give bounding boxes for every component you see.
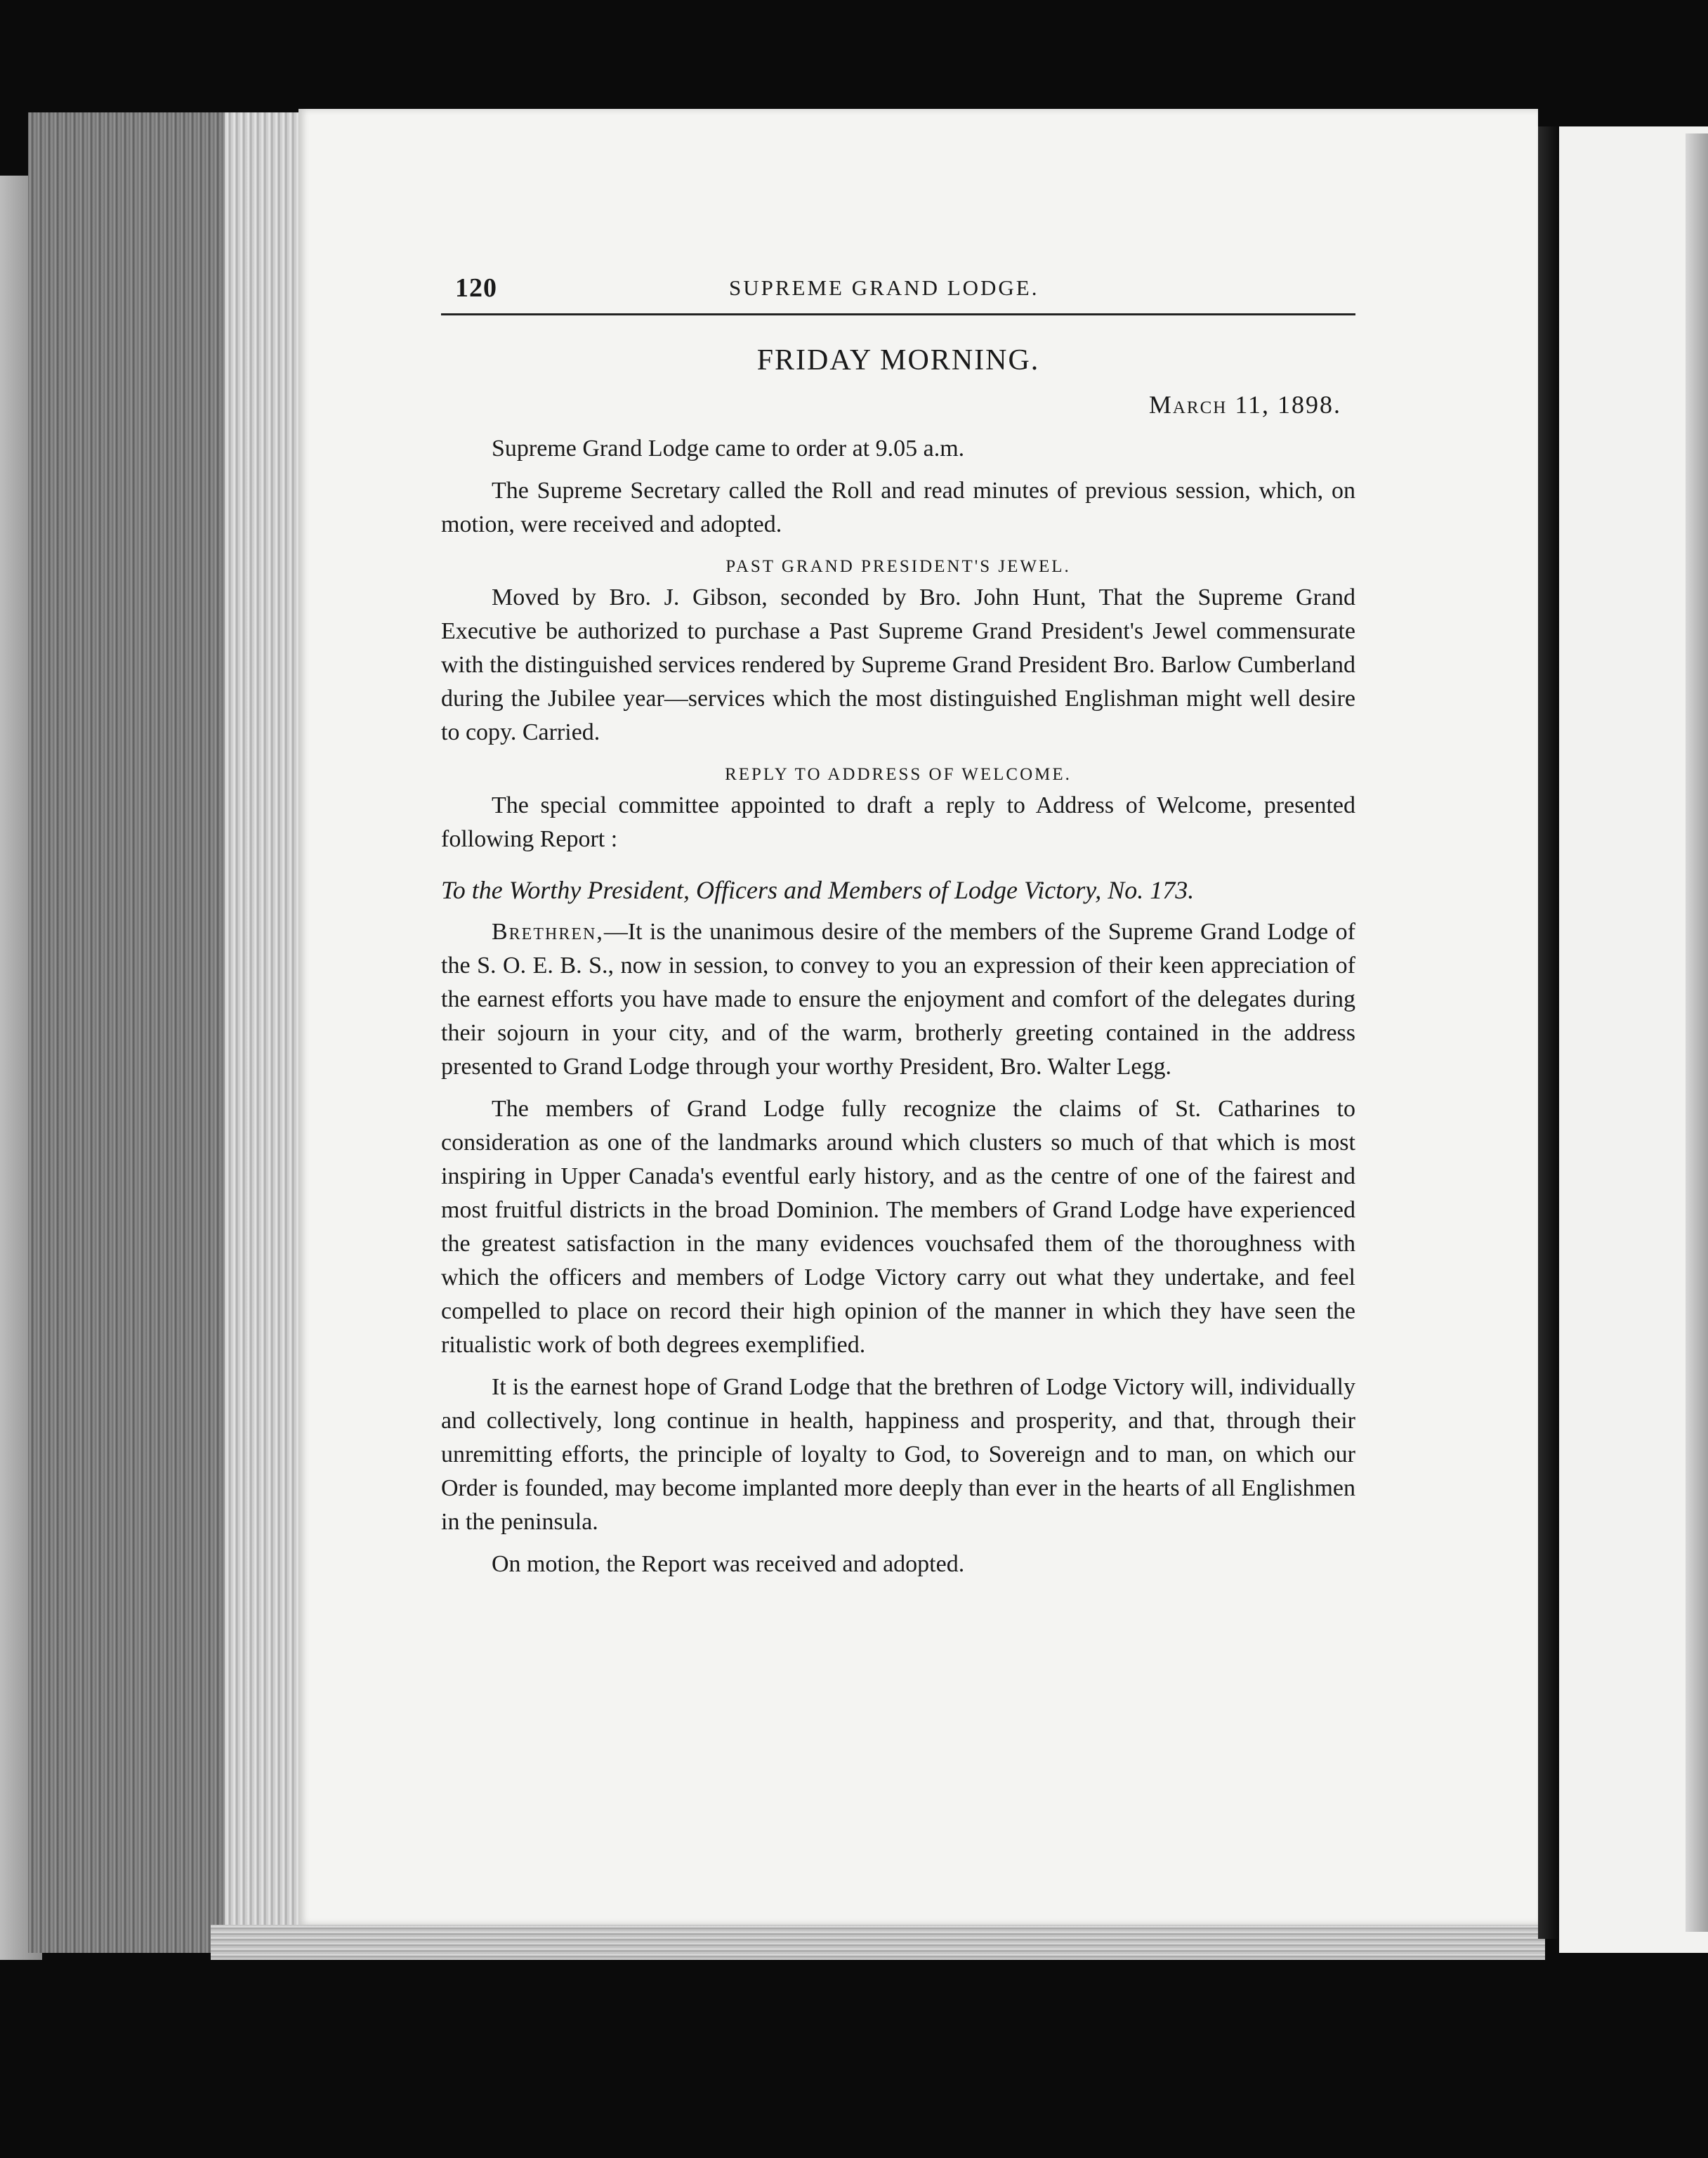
reply-subhead: REPLY TO ADDRESS OF WELCOME. bbox=[725, 765, 1072, 784]
letter-paragraph-3: It is the earnest hope of Grand Lodge that the brethren of Lodge Victory will, individually and collectively, long continue in health, happiness and prosperity, and that, through their unremitting efforts, the principle of loyalty to God, to Sovereign and to man, on which our Order is founded, may become implanted more deeply than ever in the hearts of all Englishmen in the peninsula. bbox=[441, 1374, 1355, 1535]
header-rule bbox=[441, 313, 1355, 315]
letter-paragraph-1-text: —It is the unanimous desire of the members of the Supreme Grand Lodge of the S. O. E. B. S., now in session, to convey to you an expression of their keen appreciation of the earnest efforts you have made to ensure the enjoyment and comfort of the delegates during their sojourn in your city, and of the warm, brotherly greeting contained in the address presented to Grand Lodge through your worthy President, Bro. Walter Legg. bbox=[441, 919, 1355, 1080]
section-title: FRIDAY MORNING. bbox=[756, 344, 1040, 377]
call-to-order-paragraph: Supreme Grand Lodge came to order at 9.05 a.m. bbox=[492, 436, 965, 462]
dateline bbox=[441, 390, 1355, 419]
facing-page-edge bbox=[1686, 133, 1708, 1932]
committee-paragraph: The special committee appointed to draft a reply to Address of Welcome, presented following Report : bbox=[441, 792, 1355, 852]
page-edges bbox=[225, 112, 302, 1953]
page-bottom-edges bbox=[211, 1925, 1545, 1960]
running-title: SUPREME GRAND LODGE. bbox=[729, 275, 1039, 300]
page-number: 120 bbox=[455, 273, 497, 303]
letter-paragraph-2: The members of Grand Lodge fully recognize the claims of St. Catharines to consideration as one of the landmarks around which clusters so much of that which is most inspiring in Upper Canada's eventful early history, and as the centre of one of the fairest and most fruitful districts in the broad Dominion. The members of Grand Lodge have experienced the greatest satisfaction in the many evidences vouchsafed them of the thoroughness with which the officers and members of Lodge Victory carry out what they undertake, and feel compelled to place on record their high opinion of the manner in which they have seen the ritualistic work of both degrees exemplified. bbox=[441, 1096, 1355, 1358]
running-head bbox=[441, 267, 1355, 306]
salutation: Brethren, bbox=[492, 919, 604, 945]
book-gutter bbox=[1538, 126, 1559, 1939]
letter-paragraph-1 bbox=[441, 915, 1355, 1084]
jewel-motion-paragraph: Moved by Bro. J. Gibson, seconded by Bro. John Hunt, That the Supreme Grand Executive be authorized to purchase a Past Supreme Grand President's Jewel commensurate with the distinguished services rendered by Supreme Grand President Bro. Barlow Cumberland during the Jubilee year—services which the most distinguished Englishman might well desire to copy. Carried. bbox=[441, 584, 1355, 745]
dateline-text: March 11, 1898. bbox=[1148, 391, 1341, 419]
jewel-subhead: PAST GRAND PRESIDENT'S JEWEL. bbox=[725, 557, 1071, 576]
page-content bbox=[441, 267, 1355, 1581]
roll-call-paragraph: The Supreme Secretary called the Roll and read minutes of previous session, which, on motion, were received and adopted. bbox=[441, 478, 1355, 537]
address-line: To the Worthy President, Officers and Members of Lodge Victory, No. 173. bbox=[441, 876, 1195, 904]
closing-paragraph: On motion, the Report was received and adopted. bbox=[492, 1551, 965, 1577]
